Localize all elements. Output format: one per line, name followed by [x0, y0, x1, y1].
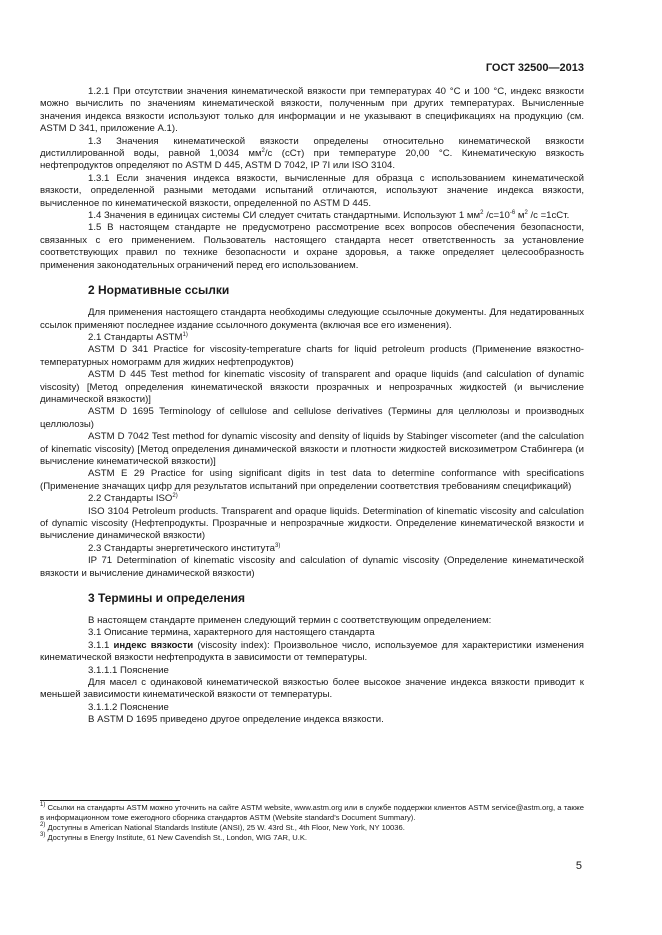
footnote-mark: 1)	[40, 802, 46, 808]
subsection-3-1: 3.1 Описание термина, характерного для настоящего стандарта	[88, 627, 375, 639]
superscript: 2	[261, 148, 265, 155]
subsection-2-1	[40, 332, 584, 344]
section-3-heading: 3 Термины и определения	[88, 591, 246, 606]
term-definition: (viscosity index): Произвольное число, используемое для характеристики изменения кинематической вязкости нефтепродукта в зависимости от температуры.	[40, 639, 584, 664]
superscript: -6	[509, 210, 516, 217]
footnote-1	[40, 803, 584, 823]
page-number: 5	[575, 860, 582, 872]
note-3-1-1-2-heading: 3.1.1.2 Пояснение	[88, 701, 169, 713]
paragraph-1-4-part-d: /с =1сСт.	[527, 210, 570, 222]
paragraph-1-3	[40, 136, 584, 173]
term-3-1-1	[40, 640, 584, 665]
document-body	[40, 86, 584, 727]
footnote-2	[40, 823, 584, 833]
reference-ip-71: IP 71 Determination of kinematic viscosity and calculation of dynamic viscosity (Определение кинематической вязкости и вычисление динамической вязкости)	[40, 555, 584, 579]
paragraph-1-4-part-b: /с=10	[483, 210, 510, 222]
reference-astm-d1695: ASTM D 1695 Terminology of cellulose and cellulose derivatives (Термины для целлюлозы и производных целлюлозы)	[40, 406, 584, 430]
paragraph-1-3-1: 1.3.1 Если значения индекса вязкости, вычисленные для образца с использованием кинематической вязкости, определенной разными методами испытаний отличаются, используют значение индекса вязкости, вычисленное по кинематической вязкости, определенной по ASTM D 445.	[40, 172, 584, 209]
document-number-header: ГОСТ 32500—2013	[485, 62, 584, 74]
term-name: индекс вязкости	[113, 639, 194, 651]
section-3-intro: В настоящем стандарте применен следующий термин с соответствующим определением:	[88, 615, 492, 627]
reference-astm-e29: ASTM E 29 Practice for using significant digits in test data to determine conformance with specifications (Применение значащих цифр для результатов испытаний при определении соответствия требованиям спецификаций)	[40, 468, 584, 492]
superscript: 2	[480, 210, 484, 217]
footnote-1-text: Ссылки на стандарты ASTM можно уточнить на сайте ASTM website, www.astm.org или в службе поддержки клиентов ASTM service@astm.org, а также в информационном томе ежегодного сборника стандартов ASTM (Website standard’s Document Summary).	[40, 803, 584, 822]
footnote-3-text: Доступны в Energy Institute, 61 New Cavendish St., London, WIG 7AR, U.K.	[45, 833, 308, 842]
footnote-ref: 3)	[274, 542, 281, 549]
reference-astm-d7042: ASTM D 7042 Test method for dynamic viscosity and density of liquids by Stabinger viscometer (and the calculation of kinematic viscosity) [Метод определения динамической вязкости и плотности жидкостей вискозиметром Стабингера (и вычисление кинематической вязкости)]	[40, 431, 584, 467]
footnote-3	[40, 833, 584, 843]
footnote-mark: 3)	[40, 832, 46, 838]
footnote-2-text: Доступны в American National Standards Institute (ANSI), 25 W. 43rd St., 4th Floor, New York, NY 10036.	[45, 823, 405, 832]
footnote-ref: 1)	[182, 331, 188, 338]
subsection-2-1-label: 2.1 Стандарты ASTM	[88, 331, 183, 343]
paragraph-1-4-part-c: м	[515, 210, 525, 222]
reference-astm-d445: ASTM D 445 Test method for kinematic viscosity of transparent and opaque liquids (and calculation of dynamic viscosity) [Метод определения кинематической вязкости прозрачных и непрозрачных жидкостей (и вычисление динамической вязкости)]	[40, 369, 584, 405]
subsection-2-3-label: 2.3 Стандарты энергетического института	[88, 542, 275, 554]
paragraph-1-3-part-b: /с (сСт) при температуре 20,00 °С. Кинематическую вязкость нефтепродуктов определяют по ASTM D 445, ASTM D 7042, IP 7I или ISO 3104.	[40, 148, 584, 172]
subsection-2-3	[40, 543, 584, 555]
paragraph-1-2-1: 1.2.1 При отсутствии значения кинематической вязкости при температурах 40 °С и 100 °С, индекс вязкости можно вычислить по значениям кинематической вязкости, полученным при других температурах. Вычисленные значения индекса вязкости используют только для информации и не указывают в спецификациях на продукцию (см. ASTM D 341, приложение А.1).	[40, 86, 584, 135]
section-2-heading: 2 Нормативные ссылки	[88, 283, 230, 298]
footnote-mark: 2)	[40, 822, 46, 828]
term-number: 3.1.1	[88, 639, 114, 651]
paragraph-1-5: 1.5 В настоящем стандарте не предусмотрено рассмотрение всех вопросов обеспечения безопасности, связанных с его применением. Пользователь настоящего стандарта несет ответственность за установление соответствующих правил по технике безопасности и охране здоровья, а также определяет целесообразность применения законодательных ограничений перед его использованием.	[40, 222, 584, 271]
reference-astm-d341: ASTM D 341 Practice for viscosity-temperature charts for liquid petroleum products (Применение вязкостно-температурных номограмм для жидких нефтепродуктов)	[40, 344, 584, 368]
superscript: 2	[524, 210, 528, 217]
footnote-ref: 2)	[172, 493, 178, 500]
footnote-divider	[40, 800, 180, 801]
note-3-1-1-1-text: Для масел с одинаковой кинематической вязкостью более высокое значение индекса вязкости приводит к меньшей зависимости кинематической вязкости от температуры.	[40, 677, 584, 701]
paragraph-1-3-part-a: 1.3 Значения кинематической вязкости определены относительно кинематической вязкости дистиллированной воды, равной 1,0034 мм	[40, 135, 584, 160]
paragraph-1-4	[40, 210, 584, 222]
subsection-2-2	[40, 493, 584, 505]
paragraph-1-4-part-a: 1.4 Значения в единицах системы СИ следует считать стандартными. Используют 1 мм	[88, 210, 481, 222]
note-3-1-1-1-heading: 3.1.1.1 Пояснение	[88, 664, 169, 676]
footnotes	[40, 803, 584, 843]
subsection-2-2-label: 2.2 Стандарты ISO	[88, 493, 173, 505]
note-3-1-1-2-text: В ASTM D 1695 приведено другое определение индекса вязкости.	[88, 714, 384, 726]
section-2-intro: Для применения настоящего стандарта необходимы следующие ссылочные документы. Для недатированных ссылок применяют последнее издание ссылочного документа (включая все его изменения).	[40, 307, 584, 331]
reference-iso-3104: ISO 3104 Petroleum products. Transparent and opaque liquids. Determination of kinematic viscosity and calculation of dynamic viscosity (Нефтепродукты. Прозрачные и непрозрачные жидкости. Определение кинематической вязкости и вычисление динамической вязкости)	[40, 505, 584, 542]
